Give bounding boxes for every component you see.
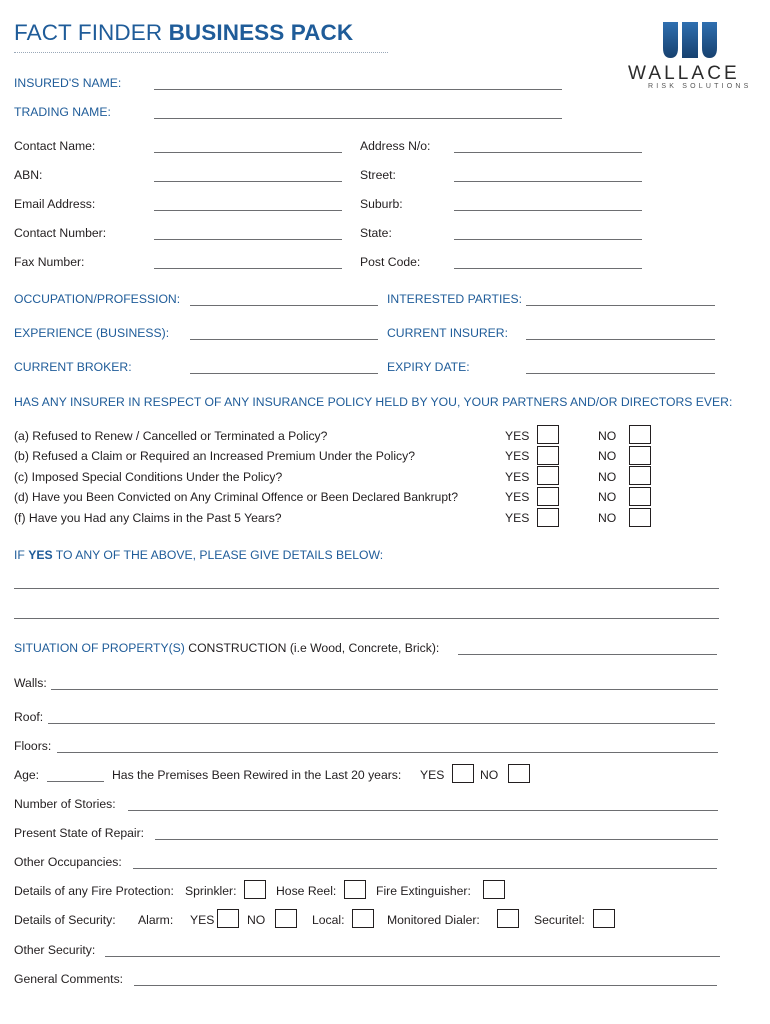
history-b-no-label: NO (598, 449, 617, 463)
history-f-yes-checkbox[interactable] (537, 508, 559, 527)
suburb-field[interactable] (454, 195, 642, 211)
logo-tagline: RISK SOLUTIONS (648, 83, 752, 90)
title-regular: FACT FINDER (14, 20, 169, 45)
monitored-checkbox[interactable] (497, 909, 519, 928)
fax-label: Fax Number: (14, 255, 85, 269)
extinguisher-checkbox[interactable] (483, 880, 505, 899)
local-checkbox[interactable] (352, 909, 374, 928)
rewired-no-checkbox[interactable] (508, 764, 530, 783)
history-question: HAS ANY INSURER IN RESPECT OF ANY INSURANCE POLICY HELD BY YOU, YOUR PARTNERS AND/OR DIRECTORS EVER: (14, 395, 733, 409)
trading-name-label: TRADING NAME: (14, 105, 111, 119)
fire-protection-label: Details of any Fire Protection: (14, 884, 174, 898)
details-suffix: TO ANY OF THE ABOVE, PLEASE GIVE DETAILS BELOW: (52, 548, 384, 562)
expiry-date-field[interactable] (526, 358, 715, 374)
securitel-label: Securitel: (534, 913, 585, 927)
alarm-yes-label: YES (190, 913, 215, 927)
street-field[interactable] (454, 166, 642, 182)
walls-field[interactable] (51, 674, 718, 690)
contact-number-field[interactable] (154, 224, 342, 240)
rewired-label: Has the Premises Been Rewired in the Last 20 years: (112, 768, 402, 782)
securitel-checkbox[interactable] (593, 909, 615, 928)
repair-field[interactable] (155, 824, 718, 840)
history-f-no-label: NO (598, 511, 617, 525)
history-c-yes-label: YES (505, 470, 530, 484)
rewired-no-label: NO (480, 768, 499, 782)
history-b-no-checkbox[interactable] (629, 446, 651, 465)
stories-label: Number of Stories: (14, 797, 116, 811)
wallace-logo-icon (663, 22, 717, 58)
construction-label (14, 641, 439, 655)
history-c-no-checkbox[interactable] (629, 466, 651, 485)
security-label: Details of Security: (14, 913, 116, 927)
roof-label: Roof: (14, 710, 44, 724)
sprinkler-checkbox[interactable] (244, 880, 266, 899)
history-item-f: (f) Have you Had any Claims in the Past 5 Years? (14, 511, 282, 525)
details-prefix: IF (14, 548, 29, 562)
history-a-yes-checkbox[interactable] (537, 425, 559, 444)
current-broker-field[interactable] (190, 358, 378, 374)
contact-number-label: Contact Number: (14, 226, 107, 240)
history-item-a: (a) Refused to Renew / Cancelled or Terminated a Policy? (14, 429, 328, 443)
history-item-b: (b) Refused a Claim or Required an Increased Premium Under the Policy? (14, 449, 416, 463)
rewired-yes-checkbox[interactable] (452, 764, 474, 783)
alarm-yes-checkbox[interactable] (217, 909, 239, 928)
insured-name-label: INSURED'S NAME: (14, 76, 122, 90)
logo-wordmark: WALLACE (628, 63, 740, 84)
details-yes: YES (28, 548, 53, 562)
alarm-no-label: NO (247, 913, 266, 927)
history-b-yes-label: YES (505, 449, 530, 463)
state-label: State: (360, 226, 392, 240)
title-divider (14, 52, 388, 53)
floors-field[interactable] (57, 737, 718, 753)
construction-field[interactable] (458, 639, 717, 655)
insured-name-field[interactable] (154, 74, 562, 90)
interested-parties-field[interactable] (526, 290, 715, 306)
trading-name-field[interactable] (154, 103, 562, 119)
contact-name-field[interactable] (154, 137, 342, 153)
general-comments-label: General Comments: (14, 972, 124, 986)
email-field[interactable] (154, 195, 342, 211)
history-d-yes-label: YES (505, 490, 530, 504)
details-heading (14, 548, 383, 562)
history-item-d: (d) Have you Been Convicted on Any Criminal Offence or Been Declared Bankrupt? (14, 490, 459, 504)
experience-field[interactable] (190, 324, 378, 340)
abn-field[interactable] (154, 166, 342, 182)
walls-label: Walls: (14, 676, 47, 690)
local-label: Local: (312, 913, 345, 927)
title-bold: BUSINESS PACK (168, 20, 354, 45)
abn-label: ABN: (14, 168, 43, 182)
post-code-label: Post Code: (360, 255, 421, 269)
address-no-field[interactable] (454, 137, 642, 153)
sprinkler-label: Sprinkler: (185, 884, 237, 898)
other-security-label: Other Security: (14, 943, 96, 957)
page-title (14, 20, 353, 46)
current-insurer-field[interactable] (526, 324, 715, 340)
email-label: Email Address: (14, 197, 96, 211)
state-field[interactable] (454, 224, 642, 240)
general-comments-field[interactable] (134, 970, 717, 986)
suburb-label: Suburb: (360, 197, 403, 211)
history-c-no-label: NO (598, 470, 617, 484)
history-f-no-checkbox[interactable] (629, 508, 651, 527)
age-label: Age: (14, 768, 40, 782)
stories-field[interactable] (128, 795, 718, 811)
age-field[interactable] (47, 766, 104, 782)
occupancies-field[interactable] (133, 853, 717, 869)
situation-label: SITUATION OF PROPERTY(S) (14, 641, 185, 655)
fax-field[interactable] (154, 253, 342, 269)
alarm-label: Alarm: (138, 913, 174, 927)
rewired-yes-label: YES (420, 768, 445, 782)
history-a-no-label: NO (598, 429, 617, 443)
current-broker-label: CURRENT BROKER: (14, 360, 132, 374)
interested-parties-label: INTERESTED PARTIES: (387, 292, 522, 306)
history-b-yes-checkbox[interactable] (537, 446, 559, 465)
details-line-2[interactable] (14, 603, 719, 619)
history-d-yes-checkbox[interactable] (537, 487, 559, 506)
history-f-yes-label: YES (505, 511, 530, 525)
history-d-no-label: NO (598, 490, 617, 504)
history-a-no-checkbox[interactable] (629, 425, 651, 444)
details-line-1[interactable] (14, 573, 719, 589)
occupancies-label: Other Occupancies: (14, 855, 122, 869)
history-d-no-checkbox[interactable] (629, 487, 651, 506)
history-c-yes-checkbox[interactable] (537, 466, 559, 485)
expiry-date-label: EXPIRY DATE: (387, 360, 470, 374)
roof-field[interactable] (48, 708, 715, 724)
street-label: Street: (360, 168, 396, 182)
current-insurer-label: CURRENT INSURER: (387, 326, 508, 340)
construction-text: CONSTRUCTION (i.e Wood, Concrete, Brick): (184, 641, 440, 655)
history-a-yes-label: YES (505, 429, 530, 443)
address-no-label: Address N/o: (360, 139, 431, 153)
occupation-field[interactable] (190, 290, 378, 306)
floors-label: Floors: (14, 739, 52, 753)
post-code-field[interactable] (454, 253, 642, 269)
extinguisher-label: Fire Extinguisher: (376, 884, 471, 898)
contact-name-label: Contact Name: (14, 139, 96, 153)
repair-label: Present State of Repair: (14, 826, 145, 840)
experience-label: EXPERIENCE (BUSINESS): (14, 326, 170, 340)
hose-reel-checkbox[interactable] (344, 880, 366, 899)
occupation-label: OCCUPATION/PROFESSION: (14, 292, 181, 306)
monitored-label: Monitored Dialer: (387, 913, 480, 927)
history-item-c: (c) Imposed Special Conditions Under the Policy? (14, 470, 283, 484)
other-security-field[interactable] (105, 941, 720, 957)
hose-reel-label: Hose Reel: (276, 884, 337, 898)
alarm-no-checkbox[interactable] (275, 909, 297, 928)
